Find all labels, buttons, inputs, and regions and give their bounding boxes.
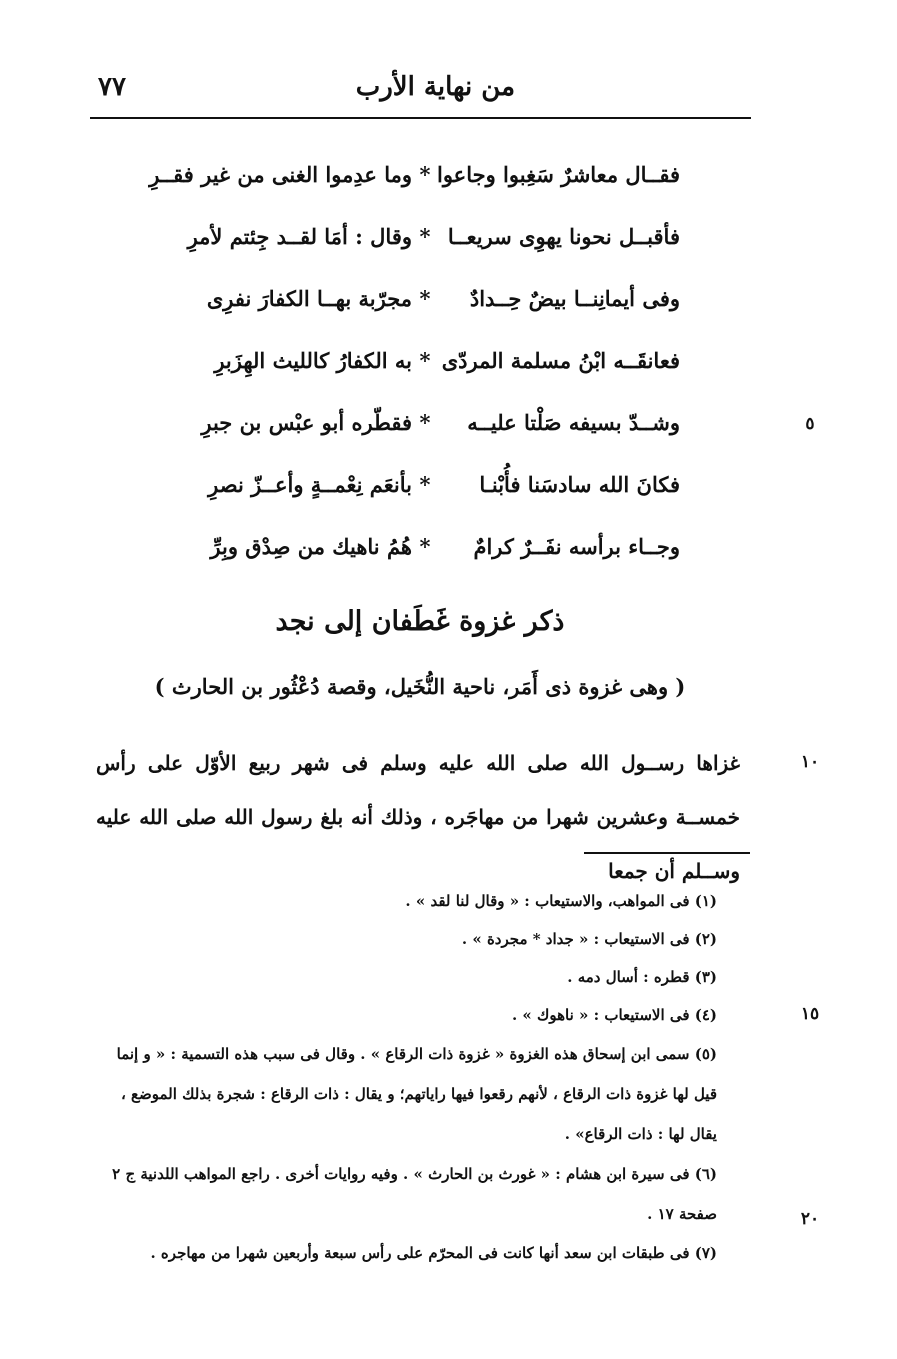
- verse: [150, 336, 680, 398]
- verse-first-hemistich: فأقبــل نحونا يهوِى سريعــا: [447, 224, 680, 249]
- verse-second-hemistich: بأنعَم نِعْمــةٍ وأعــزّ نصرِ: [208, 472, 412, 497]
- line-number-margin: ١٥: [800, 1004, 820, 1024]
- footnote: (٤) فى الاستيعاب : « ناهوك » .: [511, 1006, 717, 1024]
- verse-separator: *: [419, 534, 431, 559]
- poem: [150, 150, 680, 584]
- verse: [150, 398, 680, 460]
- section-heading: ذكر غزوة غَطَفان إلى نجد: [275, 606, 565, 637]
- verse-separator: *: [419, 410, 431, 435]
- verse-second-hemistich: وما عدِموا الغنى من غير فقــرِ: [149, 162, 412, 187]
- verse-second-hemistich: وقال : أمَا لقــد جِئتم لأمرِ: [187, 224, 412, 249]
- body-paragraph: غزاها رســول الله صلى الله عليه وسلم فى شهر ربيع الأوّل على رأس خمســة وعشرين شهرا من مهاجَره ، وذلك أنه بلغ رسول الله صلى الله عليه وســلم أن جمعا: [96, 751, 740, 883]
- verse-first-hemistich: وشــدّ بسيفه صَلْتا عليــه: [467, 410, 680, 435]
- line-number-margin: ٥: [805, 414, 815, 434]
- verse-second-hemistich: هُمُ ناهيك من صِدْق وبِرِّ: [210, 534, 412, 559]
- verse-first-hemistich: وفى أيمانِنــا بيضٌ حِــدادٌ: [469, 286, 680, 311]
- footnote: (٧) فى طبقات ابن سعد أنها كانت فى المحرّم على رأس سبعة وأربعين شهرا من مهاجره .: [150, 1244, 717, 1262]
- verse: [150, 212, 680, 274]
- verse: [150, 522, 680, 584]
- header-rule: [90, 117, 751, 119]
- footnote: (٥) سمى ابن إسحاق هذه الغزوة « غزوة ذات الرقاع » . وقال فى سبب هذه التسمية : « و إنما قيل لها غزوة ذات الرقاع ، لأنهم رقعوا فيها راياتهم؛ و يقال : ذات الرقاع : شجرة بذلك الموضع ، يقال لها : ذات الرقاع» .: [116, 1045, 717, 1143]
- verse-separator: *: [419, 162, 431, 187]
- footnote: (٢) فى الاستيعاب : « جداد * مجردة » .: [461, 930, 717, 948]
- verse-first-hemistich: فقــال معاشرٌ سَغِبوا وجاعوا: [437, 162, 680, 187]
- section-subheading: ( وهى غزوة ذى أَمَر، ناحية النُّخَيل، وقصة دُعْثُور بن الحارث ): [154, 674, 686, 699]
- line-number-margin: ٢٠: [800, 1209, 820, 1229]
- page-header: [90, 62, 750, 112]
- verse-first-hemistich: وجــاء برأسه نفَــرٌ كرامٌ: [473, 534, 680, 559]
- footnotes: [92, 882, 717, 1272]
- verse: [150, 274, 680, 336]
- footnote: (١) فى المواهب، والاستيعاب : « وقال لنا لقد » .: [405, 892, 717, 910]
- verse-separator: *: [419, 224, 431, 249]
- verse-separator: *: [419, 348, 431, 373]
- verse-first-hemistich: فعانقَــه ابْنُ مسلمة المردّى: [441, 348, 680, 373]
- verse: [150, 460, 680, 522]
- line-number-margin: ١٠: [800, 752, 820, 772]
- footnote: (٦) فى سيرة ابن هشام : « غورث بن الحارث » . وفيه روايات أخرى . راجع المواهب اللدنية ج ٢ صفحة ١٧ .: [112, 1165, 717, 1223]
- verse-separator: *: [419, 286, 431, 311]
- verse-second-hemistich: مجرّبة بهــا الكفارَ نفرِى: [206, 286, 412, 311]
- footnote-rule: [584, 852, 750, 854]
- verse-first-hemistich: فكانَ الله سادسَنا فأُبْنـا: [479, 472, 680, 497]
- footnote: (٣) قطره : أسال دمه .: [567, 968, 717, 986]
- verse: [150, 150, 680, 212]
- verse-second-hemistich: به الكفارُ كالليث الهِزَبرِ: [214, 348, 412, 373]
- verse-separator: *: [419, 472, 431, 497]
- page-number: ٧٧: [98, 72, 126, 102]
- running-title: من نهاية الأرب: [355, 72, 515, 102]
- verse-second-hemistich: فقطّره أبو عبْس بن جبرِ: [201, 410, 412, 435]
